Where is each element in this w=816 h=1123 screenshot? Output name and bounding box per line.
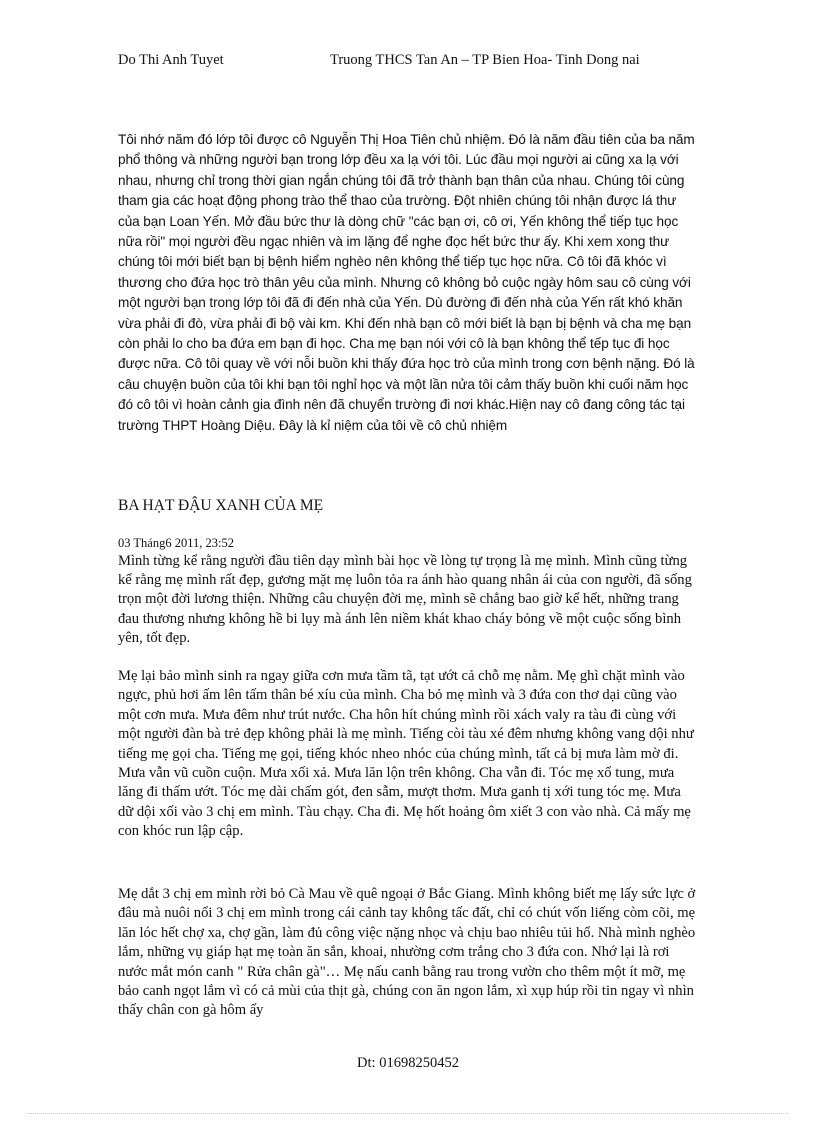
page-bottom-divider xyxy=(28,1113,788,1114)
article-paragraph-3: Mẹ dắt 3 chị em mình rời bỏ Cà Mau về quê ngoại ở Bắc Giang. Mình không biết mẹ lấy sức lực ở đâu mà nuôi nổi 3 chị em mình trong cái cảnh tay không tấc đất, chỉ có chút vốn liếng còm cõi, mẹ lăn lóc hết chợ xa, chợ gần, làm đủ công việc nặng nhọc và chịu bao nhiêu tủi hổ. Nhà mình nghèo lắm, những vụ giáp hạt mẹ toàn ăn sắn, khoai, nhường cơm trắng cho 3 đứa con. Nhớ lại là rơi nước mắt món canh " Rửa chân gà"… Mẹ nấu canh bằng rau trong vườn cho thêm một ít mỡ, mẹ bảo canh ngọt lắm vì có cả mùi của thịt gà, chúng con ăn ngon lắm, xì xụp húp rồi tin ngay vì nhìn thấy chân con gà hôm ấy xyxy=(118,886,696,1019)
school-name: Truong THCS Tan An – TP Bien Hoa- Tinh Dong nai xyxy=(330,52,640,68)
article-paragraph-2: Mẹ lại bảo mình sinh ra ngay giữa cơn mưa tầm tã, tạt ướt cả chỗ mẹ nằm. Mẹ ghì chặt mình vào ngực, phủ hơi ấm lên tấm thân bé xíu của mình. Cha bỏ mẹ mình và 3 đứa con thơ dại cũng vào một cơn mưa. Mưa đêm như trút nước. Cha hôn hít chúng mình rồi xách valy ra tàu đi cùng với một người đàn bà trẻ đẹp không phải là mẹ mình. Tiếng còi tàu xé đêm nhưng không vang dội như tiếng mẹ gọi cha. Tiếng mẹ gọi, tiếng khóc nheo nhóc của chúng mình, tất cả bị mưa làm mờ đi. Mưa vẫn vũ cuồn cuộn. Mưa xối xả. Mưa lăn lộn trên không. Cha vẫn đi. Tóc mẹ xổ tung, mưa lăng đi thấm ướt. Tóc mẹ dài chấm gót, đen sẫm, mượt thơm. Mưa ganh tị xới tung tóc mẹ. Mưa dữ dội xối vào 3 chị em mình. Tàu chạy. Cha đi. Mẹ hốt hoảng ôm xiết 3 con vào nhà. Cả mấy mẹ con khóc run lập cập. xyxy=(118,668,694,840)
article-title: BA HẠT ĐẬU XANH CỦA MẸ xyxy=(118,497,324,514)
page-header xyxy=(118,52,678,72)
page-footer: Dt: 01698250452 xyxy=(357,1055,459,1071)
memoir-paragraph: Tôi nhớ năm đó lớp tôi được cô Nguyễn Thị Hoa Tiên chủ nhiệm. Đó là năm đầu tiên của ba năm phổ thông và những người bạn trong lớp đều xa lạ với tôi. Lúc đầu mọi người ai cũng xa lạ với nhau, nhưng chỉ trong thời gian ngắn chúng tôi đã trở thành bạn thân của nhau. Chúng tôi cùng tham gia các hoạt động phong trào thể thao của trường. Đột nhiên chúng tôi nhận được lá thư của bạn Loan Yến. Mở đầu bức thư là dòng chữ "các bạn ơi, cô ơi, Yến không thể tiếp tục học nữa rồi" mọi người đều ngạc nhiên và im lặng để nghe đọc hết bức thư ấy. Khi xem xong thư chúng tôi mới biết bạn bị bệnh hiểm nghèo nên không thể tiếp tục học nữa. Cô tôi đã khóc vì thương cho đứa học trò thân yêu của mình. Nhưng cô không bỏ cuộc ngày hôm sau cô cùng với một người bạn trong lớp tôi đã đi đến nhà của Yến. Dù đường đi đến nhà của Yến rất khó khăn vừa phải đi đò, vừa phải đi bộ vài km. Khi đến nhà bạn cô mới biết là bạn bị bệnh và cha mẹ bạn còn phải lo cho ba đứa em bạn đi học. Cha mẹ bạn nói với cô là bạn không thể tếp tục đi học được nữa. Cô tôi quay về với nỗi buồn khi thấy đứa học trò của mình trong cơn bệnh nặng. Đó là câu chuyện buồn của tôi khi bạn tôi nghỉ học và một lần nửa tôi cảm thấy buồn khi cuối năm học đó cô tôi vì hoàn cảnh gia đình nên đã chuyển trường đi nơi khác.Hiện nay cô đang công tác tại trường THPT Hoàng Diệu. Đây là kỉ niệm của tôi về cô chủ nhiệm xyxy=(118,132,695,433)
article-date: 03 Tháng6 2011, 23:52 xyxy=(118,536,234,550)
author-name: Do Thi Anh Tuyet xyxy=(118,52,224,68)
article-paragraph-1: Mình từng kể rằng người đầu tiên dạy mình bài học về lòng tự trọng là mẹ mình. Mình cũng từng kể rằng mẹ mình rất đẹp, gương mặt mẹ luôn tỏa ra ánh hào quang nhân ái của con người, đã sống trọn một đời lương thiện. Những câu chuyện đời mẹ, mình sẽ chẳng bao giờ kể hết, những trang đau thương nhưng không hề bi lụy mà ánh lên niềm khát khao cháy bỏng về một cuộc sống bình yên, tốt đẹp. xyxy=(118,553,692,646)
